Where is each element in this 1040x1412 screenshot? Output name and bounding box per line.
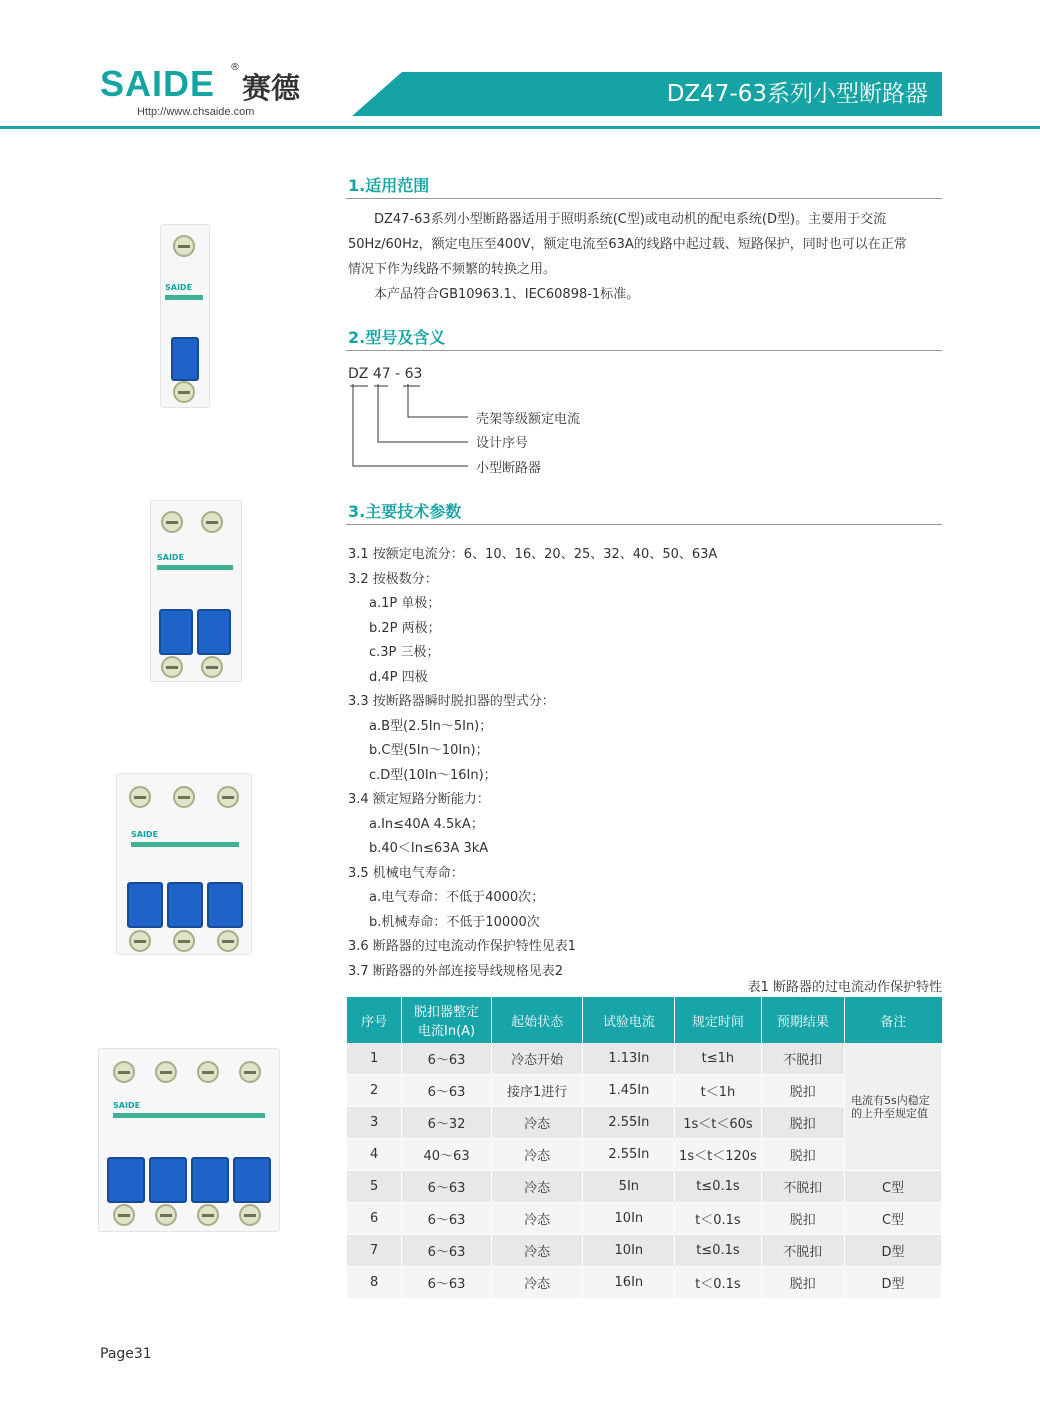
cell: D型 xyxy=(845,1267,942,1299)
section1-title: 1.适用范围 xyxy=(348,176,430,195)
table-caption: 表1 断路器的过电流动作保护特性 xyxy=(747,980,942,995)
cell: 冷态 xyxy=(491,1235,582,1267)
cell: 1s＜t＜60s xyxy=(675,1107,761,1139)
cell: 5In xyxy=(583,1171,675,1203)
cell: 冷态 xyxy=(491,1107,582,1139)
cell: 冷态 xyxy=(491,1139,582,1171)
logo-saide: SAIDE xyxy=(100,63,216,104)
cell: 6～63 xyxy=(402,1075,492,1107)
model-label-current: 壳架等级额定电流 xyxy=(476,412,581,427)
cell: 接序1进行 xyxy=(491,1075,582,1107)
cell: t＜1h xyxy=(675,1075,761,1107)
cell: 16In xyxy=(583,1267,675,1299)
breaker-brand-label: SAIDE xyxy=(157,553,185,562)
model-label-design: 设计序号 xyxy=(476,436,529,451)
spec-line: b.机械寿命：不低于10000次 xyxy=(369,914,540,930)
cell: 7 xyxy=(347,1235,402,1267)
cell-merged-note: 电流有5s内稳定的上升至规定值 xyxy=(845,1043,942,1171)
section1-para1: DZ47-63系列小型断路器适用于照明系统(C型)或电动机的配电系统(D型)。主要用于交流 xyxy=(374,212,887,227)
spec-line: d.4P 四极 xyxy=(369,669,428,685)
breaker-brand-label: SAIDE xyxy=(113,1101,141,1110)
spec-line: 3.1 按额定电流分：6、10、16、20、25、32、40、50、63A xyxy=(348,547,718,562)
cell: 6～32 xyxy=(402,1107,492,1139)
cell: 不脱扣 xyxy=(761,1171,845,1203)
th-time: 规定时间 xyxy=(675,997,761,1043)
cell: 6～63 xyxy=(402,1043,492,1075)
breaker-3p-image xyxy=(116,773,252,955)
spec-line: a.B型(2.5In～5In)； xyxy=(369,718,493,734)
spec-line: 3.3 按断路器瞬时脱扣器的型式分： xyxy=(348,694,555,709)
th-result: 预期结果 xyxy=(761,997,845,1043)
cell: C型 xyxy=(845,1171,942,1203)
page-number: Page31 xyxy=(100,1346,152,1362)
cell: 脱扣 xyxy=(761,1075,845,1107)
cell: 6～63 xyxy=(402,1203,492,1235)
cell: 1.45In xyxy=(583,1075,675,1107)
cell: 6～63 xyxy=(402,1267,492,1299)
th-index: 序号 xyxy=(347,997,402,1043)
spec-line: c.D型(10In～16In)； xyxy=(369,767,497,783)
breaker-4p-image xyxy=(98,1048,280,1232)
cell: C型 xyxy=(845,1203,942,1235)
cell: 4 xyxy=(347,1139,402,1171)
section1-para4: 本产品符合GB10963.1、IEC60898-1标准。 xyxy=(374,287,640,302)
model-diagram-lines xyxy=(348,384,478,474)
cell: 8 xyxy=(347,1267,402,1299)
cell: D型 xyxy=(845,1235,942,1267)
header-divider xyxy=(0,126,1040,129)
cell: 不脱扣 xyxy=(761,1235,845,1267)
spec-list xyxy=(348,543,948,984)
section2-title: 2.型号及含义 xyxy=(348,328,446,347)
spec-line: b.40＜In≤63A 3kA xyxy=(369,841,489,856)
page-title: DZ47-63系列小型断路器 xyxy=(666,81,928,107)
th-state: 起始状态 xyxy=(491,997,582,1043)
spec-line: 3.5 机械电气寿命： xyxy=(348,865,464,881)
cell: 冷态 xyxy=(491,1171,582,1203)
table-row xyxy=(347,1043,942,1075)
th-current-line2: 电流In(A) xyxy=(418,1024,476,1039)
cell: 1 xyxy=(347,1043,402,1075)
table-row xyxy=(347,1235,942,1267)
cell: 脱扣 xyxy=(761,1267,845,1299)
spec-line: a.In≤40A 4.5kA； xyxy=(369,816,484,832)
table-row xyxy=(347,1171,942,1203)
cell: 2.55In xyxy=(583,1139,675,1171)
cell: t≤1h xyxy=(675,1043,761,1075)
spec-line: a.电气寿命：不低于4000次； xyxy=(369,890,545,905)
cell: t≤0.1s xyxy=(675,1171,761,1203)
section1-para3: 情况下作为线路不频繁的转换之用。 xyxy=(348,262,557,277)
section2-divider xyxy=(346,350,942,351)
cell: 6 xyxy=(347,1203,402,1235)
cell: 10In xyxy=(583,1203,675,1235)
spec-line: 3.6 断路器的过电流动作保护特性见表1 xyxy=(348,939,577,954)
section1-divider xyxy=(346,198,942,199)
spec-line: b.2P 两极； xyxy=(369,620,441,636)
cell: 脱扣 xyxy=(761,1107,845,1139)
cell: 脱扣 xyxy=(761,1203,845,1235)
cell: 1s＜t＜120s xyxy=(675,1139,761,1171)
spec-line: 3.2 按极数分： xyxy=(348,571,438,587)
cell: 冷态开始 xyxy=(491,1043,582,1075)
cell: t＜0.1s xyxy=(675,1267,761,1299)
protection-table xyxy=(347,997,942,1299)
section3-title: 3.主要技术参数 xyxy=(348,502,462,521)
th-current xyxy=(402,997,492,1043)
breaker-brand-label: SAIDE xyxy=(131,830,159,839)
breaker-brand-label: SAIDE xyxy=(165,283,193,292)
spec-line: 3.7 断路器的外部连接导线规格见表2 xyxy=(348,963,564,979)
th-test-current: 试验电流 xyxy=(583,997,675,1043)
cell: 不脱扣 xyxy=(761,1043,845,1075)
cell: 10In xyxy=(583,1235,675,1267)
spec-line: 3.4 额定短路分断能力： xyxy=(348,792,490,807)
spec-line: c.3P 三极； xyxy=(369,645,440,660)
cell: t＜0.1s xyxy=(675,1203,761,1235)
th-current-line1: 脱扣器整定 xyxy=(414,1005,480,1020)
breaker-1p-image xyxy=(160,224,210,408)
breaker-2p-image xyxy=(150,500,242,682)
logo-chinese: 赛德 xyxy=(242,71,301,105)
cell: 2 xyxy=(347,1075,402,1107)
cell: 冷态 xyxy=(491,1267,582,1299)
spec-line: b.C型(5In～10In)； xyxy=(369,743,489,758)
cell: t≤0.1s xyxy=(675,1235,761,1267)
cell: 6～63 xyxy=(402,1171,492,1203)
cell: 脱扣 xyxy=(761,1139,845,1171)
table-header-row xyxy=(347,997,942,1043)
model-code: DZ 47 - 63 xyxy=(348,366,423,382)
section1-para2: 50Hz/60Hz，额定电压至400V，额定电流至63A的线路中起过载、短路保护，同时也可以在正常 xyxy=(348,237,907,252)
table-row xyxy=(347,1267,942,1299)
cell: 6～63 xyxy=(402,1235,492,1267)
th-note: 备注 xyxy=(845,997,942,1043)
section3-divider xyxy=(346,524,942,525)
cell: 3 xyxy=(347,1107,402,1139)
model-label-type: 小型断路器 xyxy=(476,461,542,476)
cell: 1.13In xyxy=(583,1043,675,1075)
cell: 40～63 xyxy=(402,1139,492,1171)
cell: 5 xyxy=(347,1171,402,1203)
cell: 2.55In xyxy=(583,1107,675,1139)
registered-mark: ® xyxy=(230,62,240,73)
table-row xyxy=(347,1203,942,1235)
cell: 冷态 xyxy=(491,1203,582,1235)
spec-line: a.1P 单极； xyxy=(369,596,441,611)
website-url[interactable]: Http://www.chsaide.com xyxy=(137,106,255,118)
